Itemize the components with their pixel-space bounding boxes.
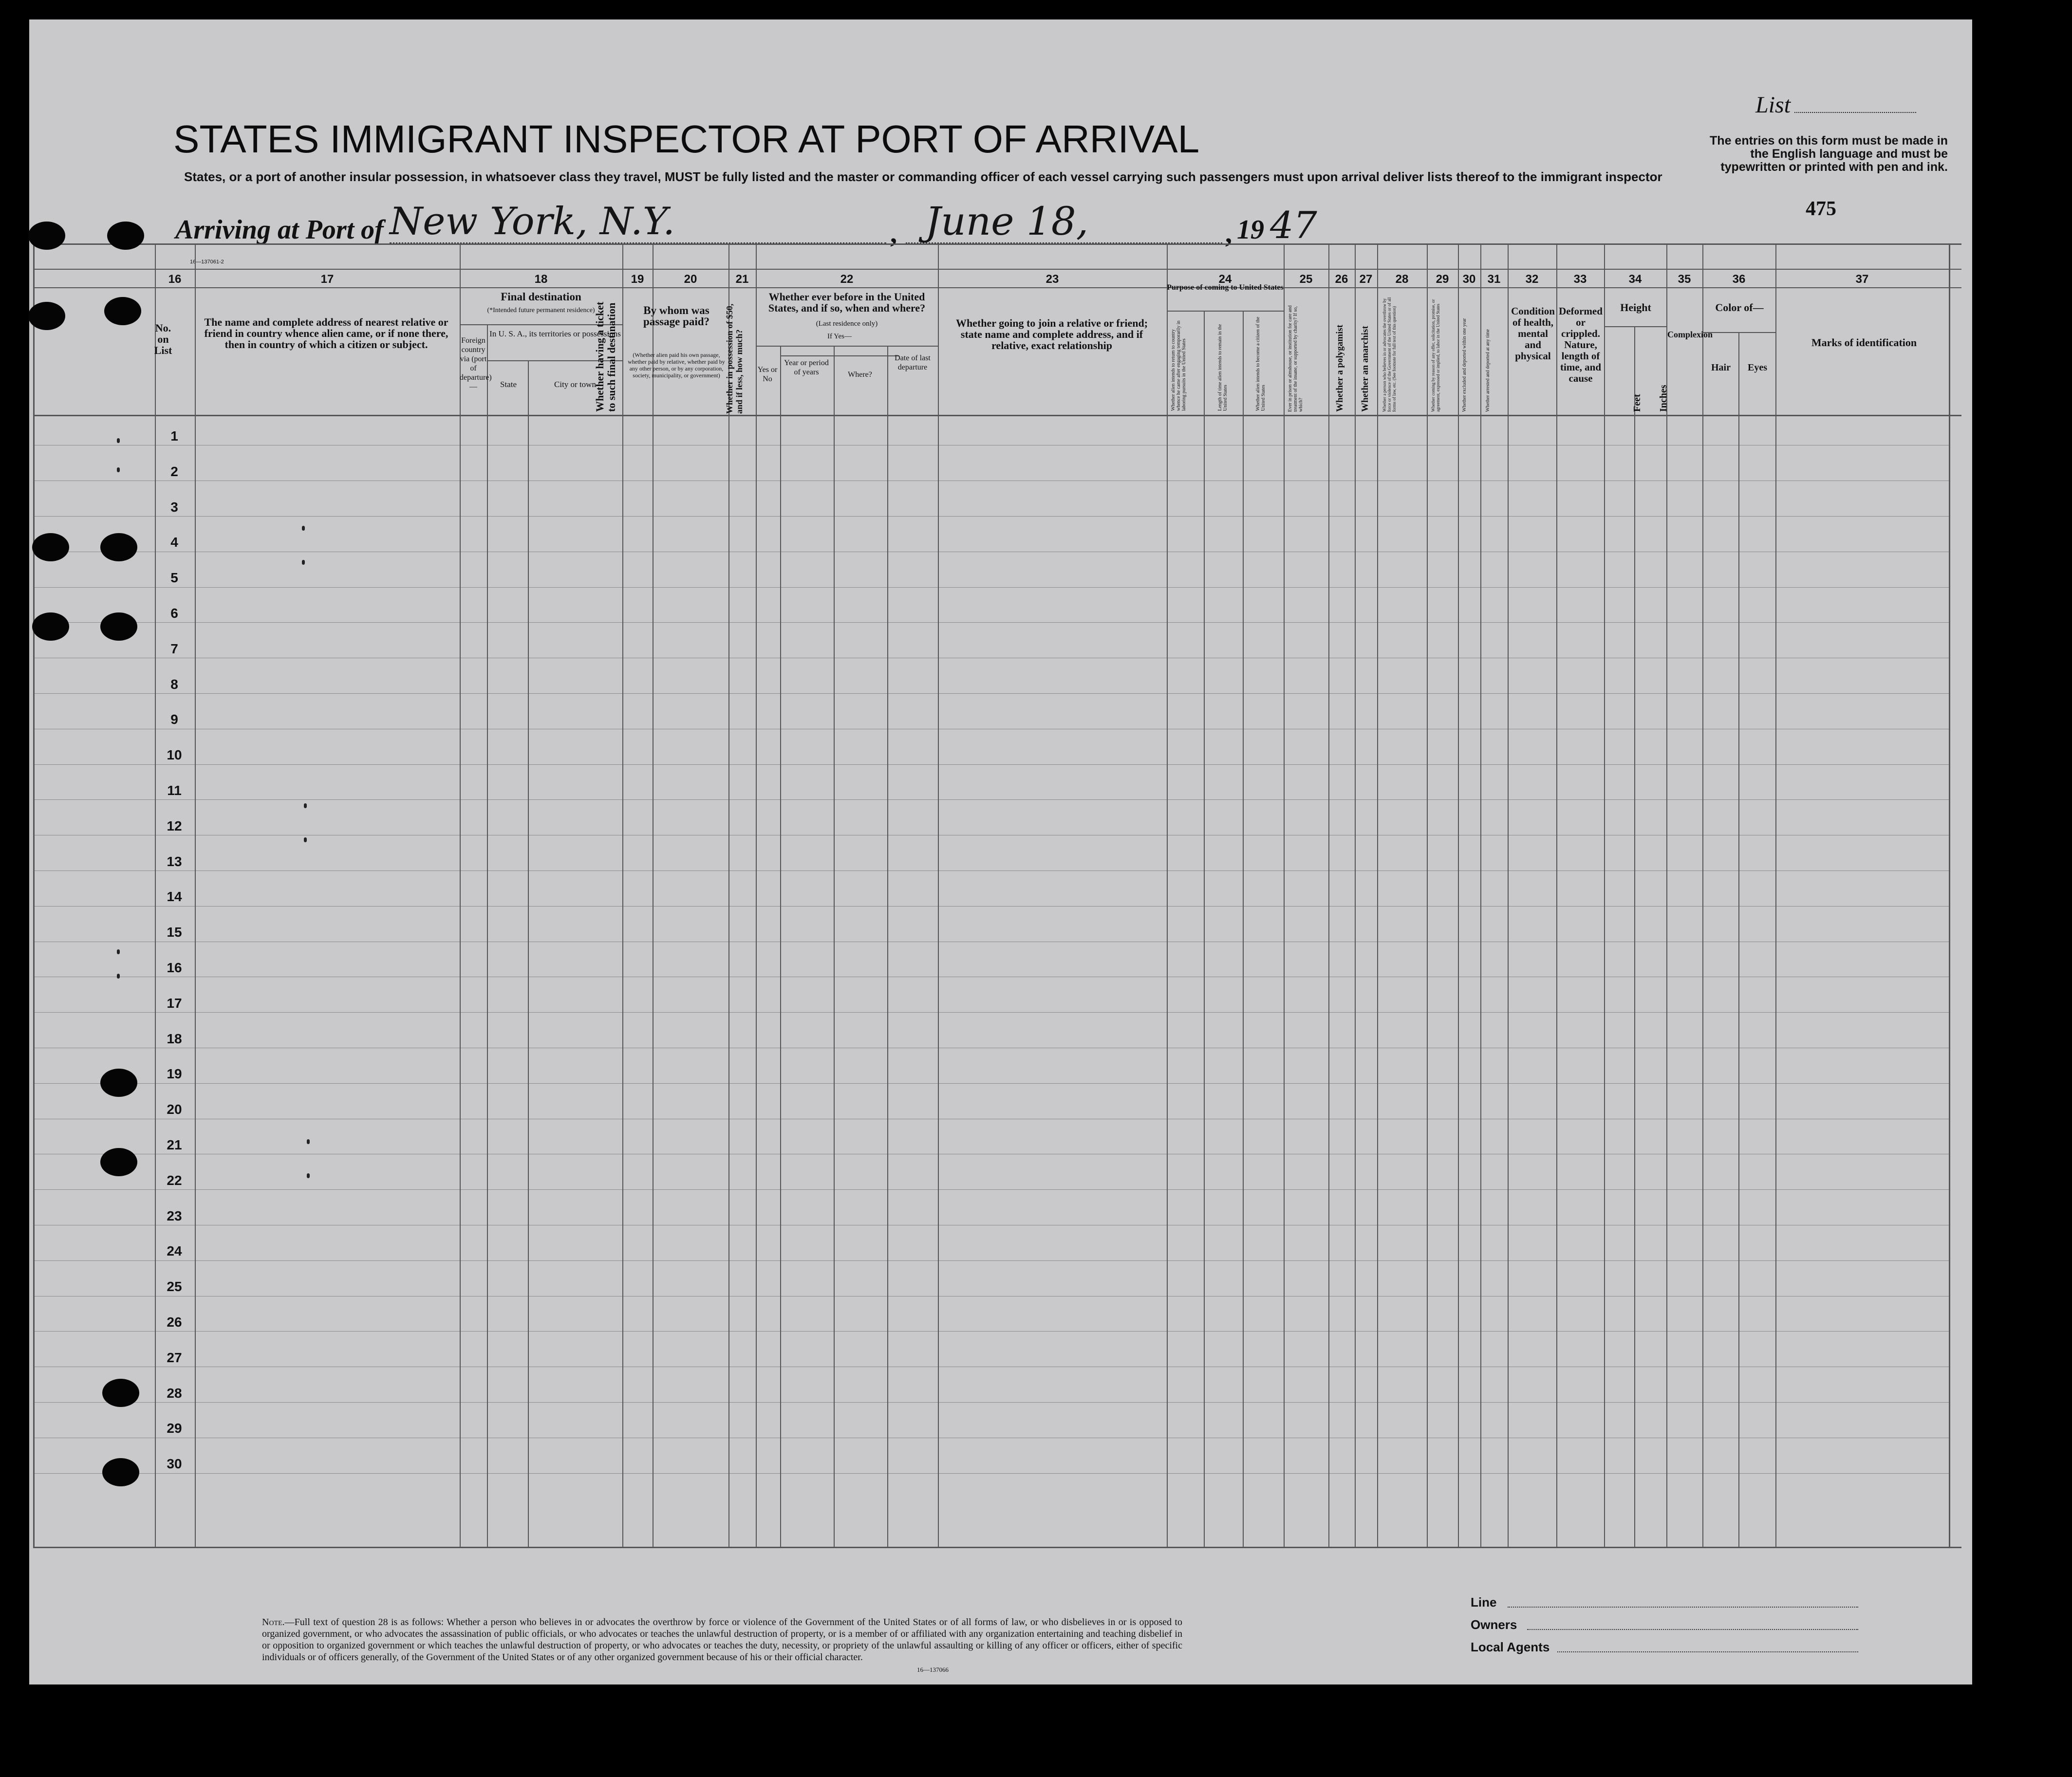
table-bottom-rule [33, 1547, 1961, 1548]
column-number: 37 [1855, 273, 1869, 286]
c33-header: Deformed or crippled. Nature, length of time, and cause [1559, 305, 1603, 384]
c28-header: Whether a person who believes in or advocates the overthrow by force or violence of the Government of the United States or of all forms of law, etc. (See footnote for full text of this question) [1382, 297, 1397, 412]
speck [307, 1139, 310, 1144]
column-number: 26 [1335, 273, 1348, 286]
column-divider [1775, 243, 1776, 1547]
row-number: 28 [167, 1385, 182, 1401]
column-divider [1355, 243, 1356, 1547]
punch-hole [32, 533, 69, 561]
column-number: 27 [1359, 273, 1373, 286]
footnote-form-code-row [262, 1663, 1182, 1676]
row-number: 11 [167, 783, 182, 798]
c22-sub-rule [756, 346, 938, 347]
speck [117, 438, 120, 443]
column-number: 30 [1462, 273, 1476, 286]
c36-title: Color of— [1715, 301, 1764, 314]
c22-ifyes-rule [780, 355, 899, 356]
row-rule [33, 516, 1949, 517]
row-number: 14 [167, 889, 182, 905]
column-divider [1204, 311, 1205, 1547]
column-divider [1556, 243, 1557, 1547]
c23-header: Whether going to join a relative or friend; state name and complete address, and if relative, exact relationship [955, 317, 1148, 352]
column-number: 16 [168, 273, 182, 286]
line-label: Line [1471, 1595, 1497, 1610]
punch-hole [100, 1148, 137, 1176]
c18-city: City or town [554, 380, 596, 389]
punch-hole [107, 222, 144, 250]
colnum-top-rule [33, 269, 1961, 270]
c19-header: Whether having a ticket to such final destination [594, 301, 617, 412]
c30-header: Whether excluded and deported within one year [1462, 318, 1467, 412]
column-divider [1243, 311, 1244, 1547]
row-number: 24 [167, 1243, 182, 1259]
punch-hole [100, 1069, 137, 1097]
row-number: 7 [170, 641, 178, 656]
speck [117, 949, 120, 954]
row-number: 23 [167, 1208, 182, 1223]
row-number: 26 [167, 1314, 182, 1330]
speck [307, 1173, 310, 1178]
column-divider [460, 243, 461, 1547]
column-divider [834, 346, 835, 1547]
footnote [262, 1616, 1182, 1676]
local-agents-label: Local Agents [1471, 1640, 1550, 1654]
owners-label: Owners [1471, 1617, 1517, 1632]
row-rule [33, 622, 1949, 623]
form-number: 16—137061-2 [190, 259, 224, 265]
row-rule [33, 1402, 1949, 1403]
row-number: 19 [167, 1066, 182, 1082]
c24-b: Length of time alien intends to remain in the United States [1217, 324, 1228, 411]
c22-ifyes: If Yes— [827, 333, 852, 340]
row-number: 18 [167, 1031, 182, 1046]
row-rule [33, 1331, 1949, 1332]
row-number: 30 [167, 1456, 182, 1472]
column-divider [1480, 243, 1481, 1547]
punch-hole [102, 1379, 139, 1407]
row-rule [33, 799, 1949, 800]
row-rule [33, 693, 1949, 694]
column-number: 29 [1436, 273, 1449, 286]
year-value: 47 [1270, 204, 1317, 247]
manifest-sheet [29, 19, 1972, 1684]
column-divider [487, 324, 488, 1547]
column-divider [1634, 326, 1635, 1547]
column-number: 31 [1487, 273, 1501, 286]
punch-hole [100, 533, 137, 561]
row-number: 3 [170, 499, 178, 515]
speck [117, 974, 120, 979]
row-number: 25 [167, 1279, 182, 1295]
row-rule [33, 1260, 1949, 1261]
column-number: 32 [1525, 273, 1539, 286]
list-number-line [1794, 112, 1916, 113]
column-divider [528, 360, 529, 1547]
c21-header: Whether in possession of $50, and if less, how much? [725, 303, 744, 414]
column-number: 25 [1299, 273, 1313, 286]
column-divider [1167, 243, 1168, 1547]
c37-header: Marks of identification [1811, 336, 1917, 349]
row-number: 20 [167, 1102, 182, 1117]
column-divider [622, 243, 623, 1547]
column-number: 20 [684, 273, 697, 286]
column-divider [938, 243, 939, 1547]
page-title: STATES IMMIGRANT INSPECTOR AT PORT OF ARRIVAL [173, 117, 1200, 161]
column-number: 19 [631, 273, 644, 286]
column-number: 17 [320, 273, 334, 286]
c25-header: Ever in prison or almshouse, or institution for care and treatment of the insane, or supported by charity? If so, which? [1288, 305, 1304, 412]
row-number: 27 [167, 1350, 182, 1365]
row-number: 1 [170, 428, 178, 444]
row-number: 13 [167, 853, 182, 869]
row-rule [33, 1189, 1949, 1190]
page-number: 475 [1806, 198, 1836, 220]
c32-header: Condition of health, mental and physical [1511, 305, 1555, 362]
column-number: 22 [840, 273, 854, 286]
column-divider [155, 243, 156, 1547]
punch-hole [28, 302, 65, 330]
speck [304, 837, 307, 842]
c20-note: (Whether alien paid his own passage, whether paid by relative, whether paid by any other person, or by any corporation, society, municipality, or government) [628, 352, 725, 379]
punch-hole [102, 1458, 139, 1486]
row-rule [33, 587, 1949, 588]
colnum-bottom-rule [33, 287, 1961, 288]
punch-hole [100, 612, 137, 641]
speck [302, 526, 305, 531]
row-number: 9 [170, 712, 178, 727]
column-divider [1604, 243, 1605, 1547]
port-comma: , [890, 219, 897, 249]
header-top-rule [33, 243, 1961, 245]
c17-header: The name and complete address of nearest relative or friend in country whence alien came, or if none there, then in country of which a citizen or subject. [204, 316, 448, 351]
row-number: 16 [167, 960, 182, 975]
local-agents-field [1557, 1651, 1858, 1652]
footnote-text: —Full text of question 28 is as follows: Whether a person who believes in or advocates the overthrow by force or violence of the Government of the United States or of all forms of law, or who disbelieves in or is opposed to organized government, or who advocates the assassination of public officials, or who advocates or teaches the unlawful destruction of property, or is a member of or affiliated with any organization entertaining and teaching disbelief in or opposition to organized government or which teaches the unlawful destruction of property, or who advocates or teaches the duty, necessity, or propriety of the unlawful assaulting or killing of any officer or officers, either of specific individuals or of officers generally, of the Government of the United States or of any other organized government because of his or their official character. [262, 1617, 1182, 1663]
header-bottom-rule [33, 415, 1961, 416]
c18-title: Final destination [501, 291, 581, 303]
c20-title: By whom was passage paid? [643, 304, 710, 328]
footnote-label: Note. [262, 1617, 285, 1628]
c22-yesno: Yes or No [757, 366, 778, 383]
speck [304, 803, 307, 808]
arriving-label: Arriving at Port of [175, 215, 384, 245]
c18-foreign: Foreign country via (port of departure)— [460, 336, 492, 391]
page-subtitle: States, or a port of another insular possession, in whatsoever class they travel, MUST be fully listed and the master or commanding officer of each vessel carrying such passengers must upon arrival deliver lists thereof to the immigrant inspector [184, 169, 1662, 184]
column-divider [1377, 243, 1378, 1547]
column-divider [1328, 243, 1329, 1547]
c24-title: Purpose of coming to United States [1167, 283, 1284, 292]
form-instructions: The entries on this form must be made in the English language and must be typewritten or printed with pen and ink. [1710, 134, 1948, 174]
column-divider [33, 243, 35, 1547]
row-number: 17 [167, 995, 182, 1011]
column-divider [1949, 243, 1950, 1547]
punch-hole [28, 222, 65, 250]
column-divider [887, 346, 888, 1547]
footnote-form-code: 16—137066 [917, 1666, 949, 1673]
c35-header: Complexion [1667, 330, 1713, 339]
column-divider [195, 243, 196, 1547]
row-number: 8 [170, 676, 178, 692]
c22-year: Year or period of years [784, 359, 829, 376]
c22-note: (Last residence only) [816, 320, 878, 328]
column-number: 35 [1678, 273, 1691, 286]
column-divider [1508, 243, 1509, 1547]
row-number: 2 [170, 463, 178, 479]
line-field [1508, 1607, 1858, 1608]
list-label: List [1755, 92, 1791, 118]
row-rule [33, 764, 1949, 765]
column-number: 23 [1045, 273, 1059, 286]
c31-header: Whether arrested and deported at any time [1485, 329, 1491, 412]
column-divider [1458, 243, 1459, 1547]
c18-usa: In U. S. A., its territories or possessions [489, 329, 621, 338]
column-divider [1738, 332, 1739, 1547]
column-number: 33 [1573, 273, 1587, 286]
c22-where: Where? [848, 370, 872, 379]
row-rule [33, 906, 1949, 907]
date-comma: , [1225, 219, 1232, 249]
c18-note: (*Intended future permanent residence) [487, 307, 595, 314]
column-divider [1427, 243, 1428, 1547]
c34-feet: Feet [1632, 394, 1643, 412]
c22-date: Date of last departure [895, 354, 931, 371]
column-number: 24 [1218, 273, 1232, 286]
punch-hole [32, 612, 69, 641]
c36-hair: Hair [1711, 362, 1731, 373]
column-divider [1284, 243, 1285, 1547]
row-number: 10 [167, 747, 182, 763]
punch-hole [104, 297, 141, 325]
c24-sub-rule [1167, 311, 1284, 312]
row-rule [33, 870, 1949, 871]
row-rule [33, 1473, 1949, 1474]
speck [302, 560, 305, 565]
port-value: New York, N.Y. [390, 200, 675, 243]
column-divider [728, 243, 729, 1547]
column-divider [780, 346, 781, 1547]
column-divider [1666, 243, 1667, 1547]
row-number: 22 [167, 1172, 182, 1188]
row-number: 4 [170, 535, 178, 550]
row-number: 6 [170, 606, 178, 621]
row-number: 5 [170, 570, 178, 586]
speck [117, 467, 120, 472]
c29-header: Whether coming by reason of any offer, solicitation, promise, or agreement, expressed or implied, to labor in the United States [1431, 299, 1440, 412]
row-number: 21 [167, 1137, 182, 1152]
c22-title: Whether ever before in the United States, and if so, when and where? [768, 291, 926, 314]
c24-c: Whether alien intends to become a citizen of the United States [1255, 316, 1266, 411]
column-number: 21 [735, 273, 749, 286]
column-number: 36 [1732, 273, 1746, 286]
column-divider [756, 243, 757, 1547]
column-number: 18 [534, 273, 548, 286]
c26-header: Whether a polygamist [1335, 324, 1345, 412]
c18-state: State [500, 380, 517, 389]
date-value: June 18, [925, 199, 1089, 244]
column-number: 28 [1395, 273, 1409, 286]
row-number: 15 [167, 925, 182, 940]
c36-sub-rule [1703, 332, 1776, 333]
row-number: 29 [167, 1421, 182, 1436]
c36-eyes: Eyes [1748, 362, 1767, 373]
c16-header: No. on List [154, 322, 172, 356]
row-rule [33, 1083, 1949, 1084]
row-number: 12 [167, 818, 182, 833]
c34-title: Height [1620, 301, 1651, 314]
c24-a: Whether alien intends to return to country whence he came after engaging temporarily in laboring pursuits in the United States [1171, 320, 1187, 411]
c27-header: Whether an anarchist [1360, 326, 1370, 412]
year-prefix: 19 [1237, 215, 1264, 245]
column-number: 34 [1628, 273, 1642, 286]
c34-inches: Inches [1658, 385, 1669, 412]
c34-sub-rule [1605, 326, 1667, 327]
column-divider [1702, 243, 1703, 1547]
owners-field [1527, 1629, 1858, 1630]
row-rule [33, 1012, 1949, 1013]
